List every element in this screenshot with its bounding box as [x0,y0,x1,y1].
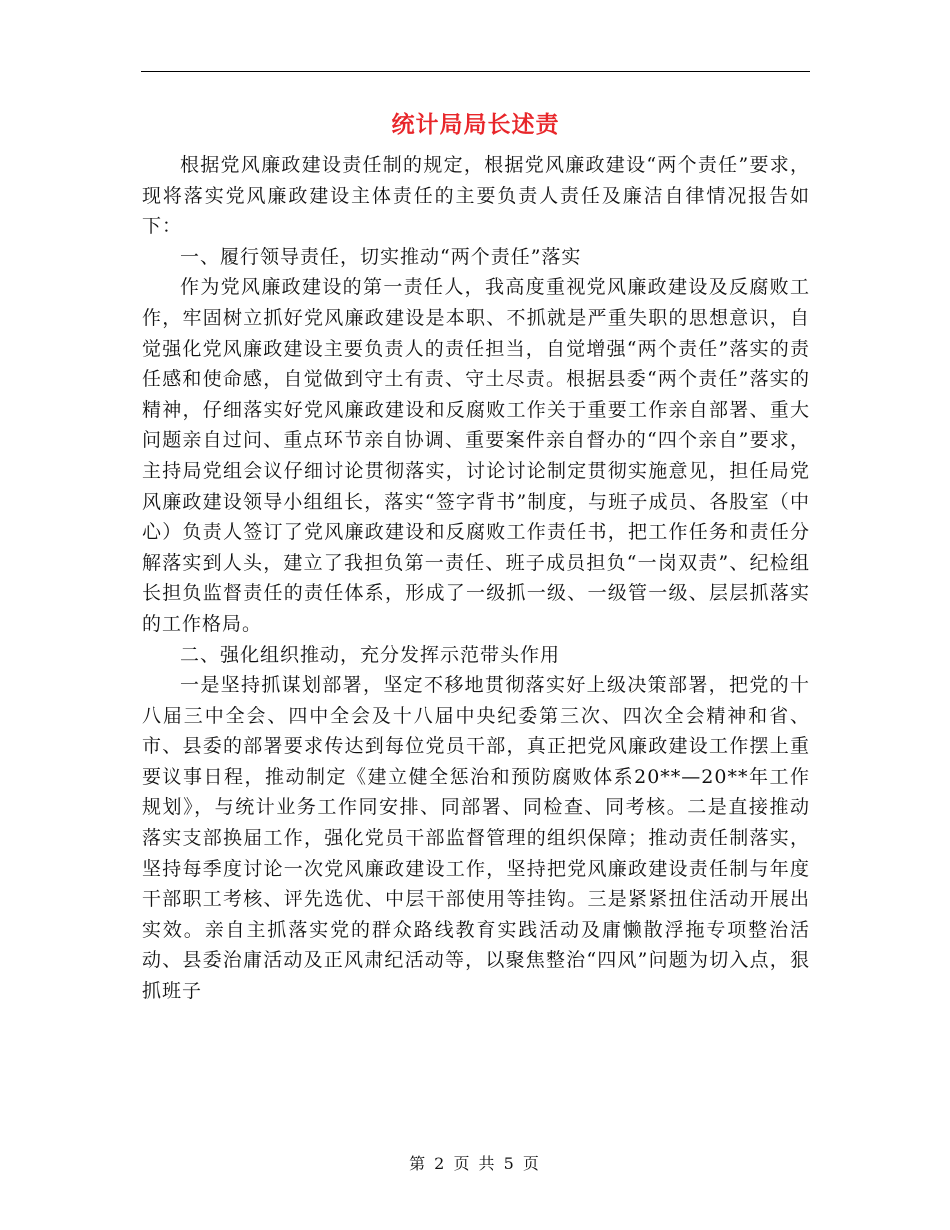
document-title: 统计局局长述责 [391,111,560,138]
paragraph-section-1: 作为党风廉政建设的第一责任人，我高度重视党风廉政建设及反腐败工作，牢固树立抓好党风廉政建设是本职、不抓就是严重失职的思想意识，自觉强化党风廉政建设主要负责人的责任担当，自觉增强“两个责任”落实的责任感和使命感，自觉做到守土有责、守土尽责。根据县委“两个责任”落实的精神，仔细落实好党风廉政建设和反腐败工作关于重要工作亲自部署、重大问题亲自过问、重点环节亲自协调、重要案件亲自督办的“四个亲自”要求，主持局党组会议仔细讨论贯彻落实，讨论讨论制定贯彻实施意见，担任局党风廉政建设领导小组组长，落实“签字背书”制度，与班子成员、各股室（中心）负责人签订了党风廉政建设和反腐败工作责任书，把工作任务和责任分解落实到人头，建立了我担负第一责任、班子成员担负“一岗双责”、纪检组长担负监督责任的责任体系，形成了一级抓一级、一级管一级、层层抓落实的工作格局。 [142,276,810,635]
paragraph-intro: 根据党风廉政建设责任制的规定，根据党风廉政建设“两个责任”要求，现将落实党风廉政建设主体责任的主要负责人责任及廉洁自律情况报告如下： [142,154,810,238]
section-heading-2: 二、强化组织推动，充分发挥示范带头作用 [180,643,561,666]
paragraph-section-2: 一是坚持抓谋划部署，坚定不移地贯彻落实好上级决策部署，把党的十八届三中全会、四中全会及十八届中央纪委第三次、四次全会精神和省、市、县委的部署要求传达到每位党员干部，真正把党风廉政建设工作摆上重要议事日程，推动制定《建立健全惩治和预防腐败体系20**—20**年工作规划》，与统计业务工作同安排、同部署、同检查、同考核。二是直接推动落实支部换届工作，强化党员干部监督管理的组织保障；推动责任制落实，坚持每季度讨论一次党风廉政建设工作，坚持把党风廉政建设责任制与年度干部职工考核、评先选优、中层干部使用等挂钩。三是紧紧扭住活动开展出实效。亲自主抓落实党的群众路线教育实践活动及庸懒散浮拖专项整治活动、县委治庸活动及正风肃纪活动等，以聚焦整治“四风”问题为切入点，狠抓班子 [142,674,810,1003]
page-number-footer: 第 2 页 共 5 页 [409,1154,541,1173]
document-body [142,150,810,1007]
section-heading-1: 一、履行领导责任，切实推动“两个责任”落实 [180,245,582,268]
header-rule [141,71,810,72]
